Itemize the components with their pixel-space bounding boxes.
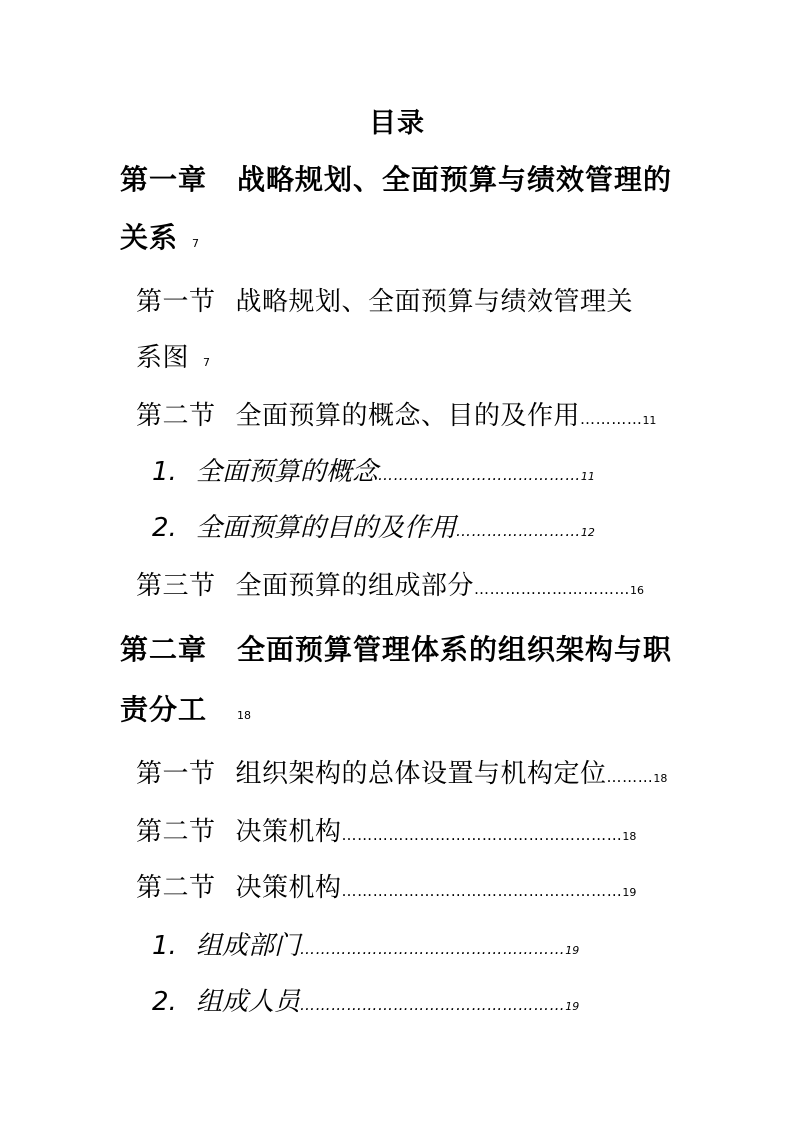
page-number: 19 [565, 1000, 580, 1013]
item-number: 2. [152, 987, 177, 1017]
section-title: 系图 [136, 343, 190, 373]
dot-leader: …………………………………………… [300, 996, 566, 1014]
page-number: 7 [192, 237, 200, 250]
page-number: 11 [580, 470, 595, 483]
dot-leader: ……… [606, 768, 654, 786]
section-number: 第一节 [136, 759, 216, 789]
section-title: 决策机构 [235, 817, 342, 847]
page-number: 19 [622, 886, 637, 899]
section-number: 第二节 [136, 401, 216, 431]
page-number: 16 [630, 584, 645, 597]
page-number: 7 [203, 356, 211, 369]
dot-leader: ………………………… [474, 580, 631, 598]
section-title: 全面预算的概念、目的及作用 [235, 401, 581, 431]
page-number: 11 [642, 414, 657, 427]
item-number: 1. [152, 931, 177, 961]
toc-entry-item-2-3-1[interactable] [152, 926, 579, 971]
page-number: 18 [653, 772, 668, 785]
toc-entry-section-1-1[interactable] [136, 282, 633, 322]
section-title: 全面预算的组成部分 [235, 571, 475, 601]
dot-leader: ………………………………… [378, 466, 581, 484]
dot-leader: ………… [580, 410, 643, 428]
dot-leader: …………………… [456, 522, 581, 540]
item-title: 全面预算的概念 [196, 457, 379, 487]
toc-entry-item-2-3-2[interactable] [152, 982, 579, 1027]
page-number: 12 [580, 526, 595, 539]
toc-entry-section-1-1-cont[interactable] [136, 338, 210, 383]
section-number: 第二节 [136, 817, 216, 847]
chapter-title: 责分工 [120, 693, 208, 726]
item-number: 1. [152, 457, 177, 487]
item-title: 组成部门 [196, 931, 301, 961]
toc-entry-section-2-1[interactable] [136, 754, 667, 799]
item-title: 全面预算的目的及作用 [196, 513, 457, 543]
page-number: 18 [622, 830, 637, 843]
dot-leader: ……………………………………………… [341, 882, 623, 900]
toc-entry-item-1-2-1[interactable] [152, 452, 595, 497]
toc-entry-section-1-3[interactable] [136, 566, 644, 611]
item-title: 组成人员 [196, 987, 301, 1017]
toc-entry-section-1-2[interactable] [136, 396, 656, 441]
section-number: 第二节 [136, 873, 216, 903]
toc-entry-item-1-2-2[interactable] [152, 508, 595, 553]
section-title: 组织架构的总体设置与机构定位 [235, 759, 607, 789]
toc-entry-chapter-1[interactable] [120, 160, 672, 200]
page-number: 19 [565, 944, 580, 957]
chapter-number: 第二章 [120, 633, 208, 666]
dot-leader: ……………………………………………… [341, 826, 623, 844]
toc-title: 目录 [369, 108, 425, 139]
section-number: 第一节 [136, 287, 216, 317]
toc-entry-chapter-2[interactable] [120, 630, 672, 670]
toc-entry-section-2-2[interactable] [136, 812, 636, 857]
chapter-title: 全面预算管理体系的组织架构与职 [237, 633, 673, 666]
chapter-title: 战略规划、全面预算与绩效管理的 [237, 163, 673, 196]
chapter-title: 关系 [120, 221, 179, 254]
toc-entry-chapter-2-cont[interactable] [120, 690, 251, 736]
item-number: 2. [152, 513, 177, 543]
page-number: 18 [237, 709, 252, 722]
section-title: 战略规划、全面预算与绩效管理关 [235, 287, 634, 317]
chapter-number: 第一章 [120, 163, 208, 196]
section-number: 第三节 [136, 571, 216, 601]
dot-leader: …………………………………………… [300, 940, 566, 958]
toc-entry-chapter-1-cont[interactable] [120, 218, 199, 264]
toc-entry-section-2-3[interactable] [136, 868, 636, 913]
section-title: 决策机构 [235, 873, 342, 903]
